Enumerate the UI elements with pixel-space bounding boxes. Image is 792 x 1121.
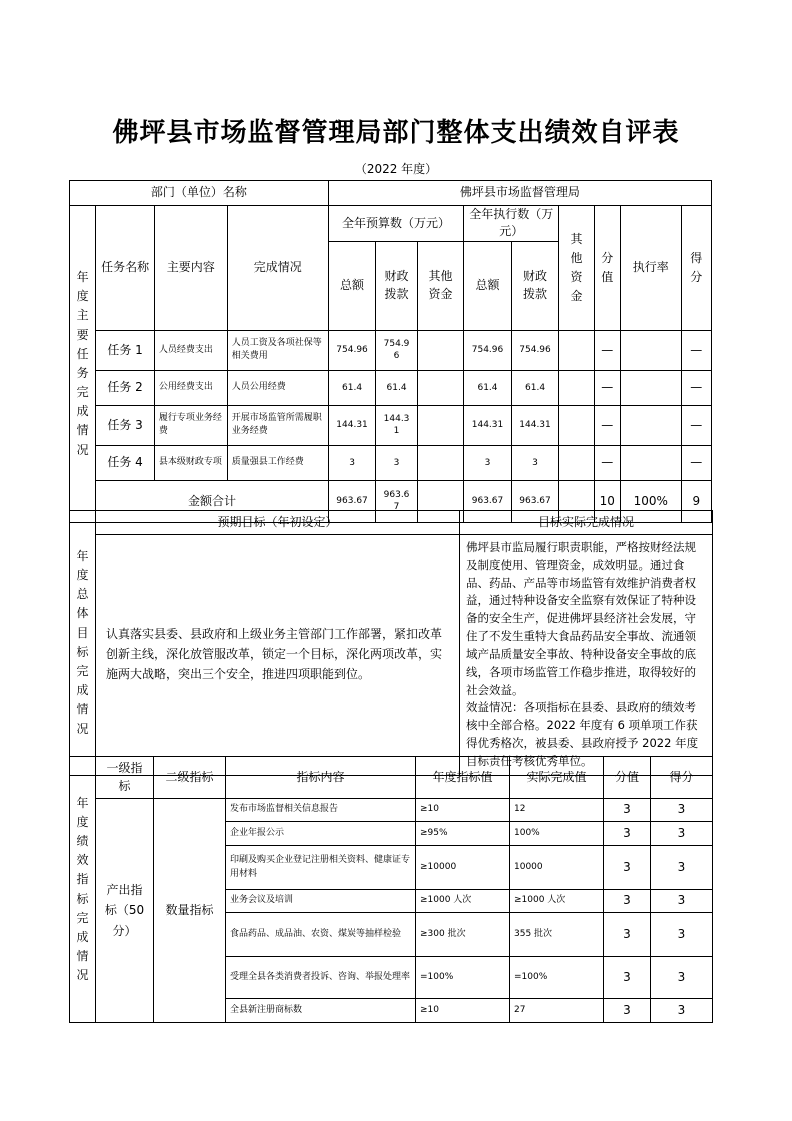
indicator-actual: 10000 <box>510 846 604 890</box>
sum-label: 金额合计 <box>96 480 329 522</box>
task-name: 任务 4 <box>96 445 155 480</box>
task-row <box>70 445 712 480</box>
task-exec-other <box>559 445 594 480</box>
sum-rate: 100% <box>620 480 681 522</box>
indicator-content: 食品药品、成品油、农资、煤炭等抽样检验 <box>226 913 416 957</box>
indicator-score: 3 <box>651 999 713 1023</box>
document-title: 佛坪县市场监督管理局部门整体支出绩效自评表 <box>112 118 680 148</box>
indicator-target: ≥10 <box>416 799 510 822</box>
task-status: 开展市场监管所需履职业务经费 <box>227 405 328 445</box>
task-row <box>70 405 712 445</box>
task-score: — <box>681 330 711 370</box>
level2-label: 数量指标 <box>154 799 226 1023</box>
task-budget-total: 3 <box>328 445 376 480</box>
sum-score: 9 <box>681 480 711 522</box>
task-exec-other <box>559 370 594 405</box>
header-indicator-content: 指标内容 <box>226 757 416 799</box>
indicator-actual: 355 批次 <box>510 913 604 957</box>
task-budget-total: 61.4 <box>328 370 376 405</box>
task-status: 质量强县工作经费 <box>227 445 328 480</box>
header-exec-other: 其他资金 <box>559 206 594 331</box>
task-budget-other <box>417 445 464 480</box>
task-rate <box>620 330 681 370</box>
task-exec-other <box>559 405 594 445</box>
expected-goal-header: 预期目标（年初设定） <box>96 511 460 535</box>
indicators-section-label: 年度绩效指标完成情况 <box>70 757 96 1023</box>
task-content: 公用经费支出 <box>154 370 227 405</box>
indicator-row <box>70 799 713 822</box>
task-exec-total: 144.31 <box>464 405 512 445</box>
actual-goal-cell <box>460 535 713 776</box>
benefit-text: 效益情况：各项指标在县委、县政府的绩效考核中全部合格。2022 年度有 6 项单项工作获得优秀格次，被县委、县政府授予 2022 年度目标责任考核优秀单位。 <box>466 700 699 768</box>
dept-value: 佛坪县市场监督管理局 <box>328 181 711 206</box>
header-target: 年度指标值 <box>416 757 510 799</box>
header-exec-group: 全年执行数（万元） <box>464 206 559 242</box>
indicator-content: 发布市场监督相关信息报告 <box>226 799 416 822</box>
task-budget-total: 754.96 <box>328 330 376 370</box>
indicator-target: ≥1000 人次 <box>416 890 510 913</box>
indicator-target: ≥300 批次 <box>416 913 510 957</box>
task-weight: — <box>594 445 620 480</box>
indicator-target: ≥10000 <box>416 846 510 890</box>
task-budget-fiscal: 3 <box>376 445 417 480</box>
header-weight: 分值 <box>594 206 620 331</box>
header-task-name: 任务名称 <box>96 206 155 331</box>
task-name: 任务 3 <box>96 405 155 445</box>
task-budget-total: 144.31 <box>328 405 376 445</box>
task-score: — <box>681 445 711 480</box>
indicator-score: 3 <box>651 913 713 957</box>
header-budget-other: 其他资金 <box>417 241 464 330</box>
indicator-target: =100% <box>416 957 510 999</box>
header-budget-total: 总额 <box>328 241 376 330</box>
task-status: 人员公用经费 <box>227 370 328 405</box>
actual-goal-header: 目标实际完成情况 <box>460 511 713 535</box>
indicator-content: 印刷及购买企业登记注册相关资料、健康证专用材料 <box>226 846 416 890</box>
header-exec-rate: 执行率 <box>620 206 681 331</box>
indicator-actual: 12 <box>510 799 604 822</box>
task-exec-fiscal: 61.4 <box>511 370 559 405</box>
task-budget-other <box>417 370 464 405</box>
indicator-weight: 3 <box>604 846 651 890</box>
indicator-content: 受理全县各类消费者投诉、咨询、举报处理率 <box>226 957 416 999</box>
task-budget-fiscal: 144.31 <box>376 405 417 445</box>
indicator-score: 3 <box>651 957 713 999</box>
sum-budget-total: 963.67 <box>328 480 376 522</box>
expected-goal-text: 认真落实县委、县政府和上级业务主管部门工作部署，紧扣改革创新主线，深化放管服改革，锁定一个目标，深化两项改革，实施两大战略，突出三个安全，推进四项职能到位。 <box>96 535 460 776</box>
task-rate <box>620 370 681 405</box>
goals-section-label: 年度总体目标完成情况 <box>70 511 96 776</box>
task-name: 任务 2 <box>96 370 155 405</box>
indicator-weight: 3 <box>604 999 651 1023</box>
task-weight: — <box>594 405 620 445</box>
header-exec-fiscal: 财政拨款 <box>511 241 559 330</box>
task-table <box>69 180 712 523</box>
indicator-weight: 3 <box>604 822 651 846</box>
level1-label: 产出指标（50 分） <box>96 799 154 1023</box>
task-row <box>70 330 712 370</box>
header-budget-fiscal: 财政拨款 <box>376 241 417 330</box>
indicator-score: 3 <box>651 846 713 890</box>
task-exec-other <box>559 330 594 370</box>
header-actual: 实际完成值 <box>510 757 604 799</box>
task-content: 县本级财政专项 <box>154 445 227 480</box>
task-exec-fiscal: 144.31 <box>511 405 559 445</box>
header-budget-group: 全年预算数（万元） <box>328 206 463 242</box>
task-budget-other <box>417 405 464 445</box>
task-exec-fiscal: 3 <box>511 445 559 480</box>
task-score: — <box>681 370 711 405</box>
indicator-actual: =100% <box>510 957 604 999</box>
task-score: — <box>681 405 711 445</box>
sum-budget-fiscal: 963.67 <box>376 480 417 522</box>
indicator-score: 3 <box>651 890 713 913</box>
task-rate <box>620 405 681 445</box>
indicator-weight: 3 <box>604 957 651 999</box>
task-exec-fiscal: 754.96 <box>511 330 559 370</box>
indicator-weight: 3 <box>604 799 651 822</box>
task-exec-total: 754.96 <box>464 330 512 370</box>
task-exec-total: 3 <box>464 445 512 480</box>
sum-weight: 10 <box>594 480 620 522</box>
task-exec-total: 61.4 <box>464 370 512 405</box>
indicator-score: 3 <box>651 822 713 846</box>
header-main-content: 主要内容 <box>154 206 227 331</box>
header-level1: 一级指标 <box>96 757 154 799</box>
task-content: 人员经费支出 <box>154 330 227 370</box>
task-row <box>70 370 712 405</box>
task-weight: — <box>594 370 620 405</box>
indicator-target: ≥10 <box>416 999 510 1023</box>
task-weight: — <box>594 330 620 370</box>
indicator-weight: 3 <box>604 913 651 957</box>
document-subtitle: （2022 年度） <box>354 162 438 176</box>
dept-label: 部门（单位）名称 <box>70 181 329 206</box>
task-rate <box>620 445 681 480</box>
indicator-actual: ≥1000 人次 <box>510 890 604 913</box>
task-content: 履行专项业务经费 <box>154 405 227 445</box>
indicator-content: 业务会议及培训 <box>226 890 416 913</box>
header-level2: 二级指标 <box>154 757 226 799</box>
task-budget-fiscal: 754.96 <box>376 330 417 370</box>
task-budget-other <box>417 330 464 370</box>
header-exec-total: 总额 <box>464 241 512 330</box>
task-status: 人员工资及各项社保等相关费用 <box>227 330 328 370</box>
indicator-weight: 3 <box>604 890 651 913</box>
task-name: 任务 1 <box>96 330 155 370</box>
indicator-score: 3 <box>651 799 713 822</box>
sum-exec-fiscal: 963.67 <box>511 480 559 522</box>
indicator-actual: 100% <box>510 822 604 846</box>
indicator-target: ≥95% <box>416 822 510 846</box>
task-budget-fiscal: 61.4 <box>376 370 417 405</box>
header-ind-weight: 分值 <box>604 757 651 799</box>
header-completion: 完成情况 <box>227 206 328 331</box>
header-score: 得分 <box>681 206 711 331</box>
header-ind-score: 得分 <box>651 757 713 799</box>
indicator-content: 企业年报公示 <box>226 822 416 846</box>
goals-table <box>69 510 713 776</box>
indicator-table <box>69 756 713 1023</box>
indicator-actual: 27 <box>510 999 604 1023</box>
actual-goal-text: 佛坪县市监局履行职责职能，严格按财经法规及制度使用、管理资金，成效明显。通过食品、药品、产品等市场监管有效维护消费者权益，通过特种设备安全监察有效保证了特种设备的安全生产，促进佛坪县经济社会发展，守住了不发生重特大食品药品安全事故、流通领域产品质量安全事故、特种设备安全事故的底线，各项市场监管工作稳步推进，取得较好的社会效益。 <box>466 540 696 697</box>
tasks-section-label: 年度主要任务完成情况 <box>70 206 96 523</box>
sum-exec-total: 963.67 <box>464 480 512 522</box>
indicator-content: 全县新注册商标数 <box>226 999 416 1023</box>
